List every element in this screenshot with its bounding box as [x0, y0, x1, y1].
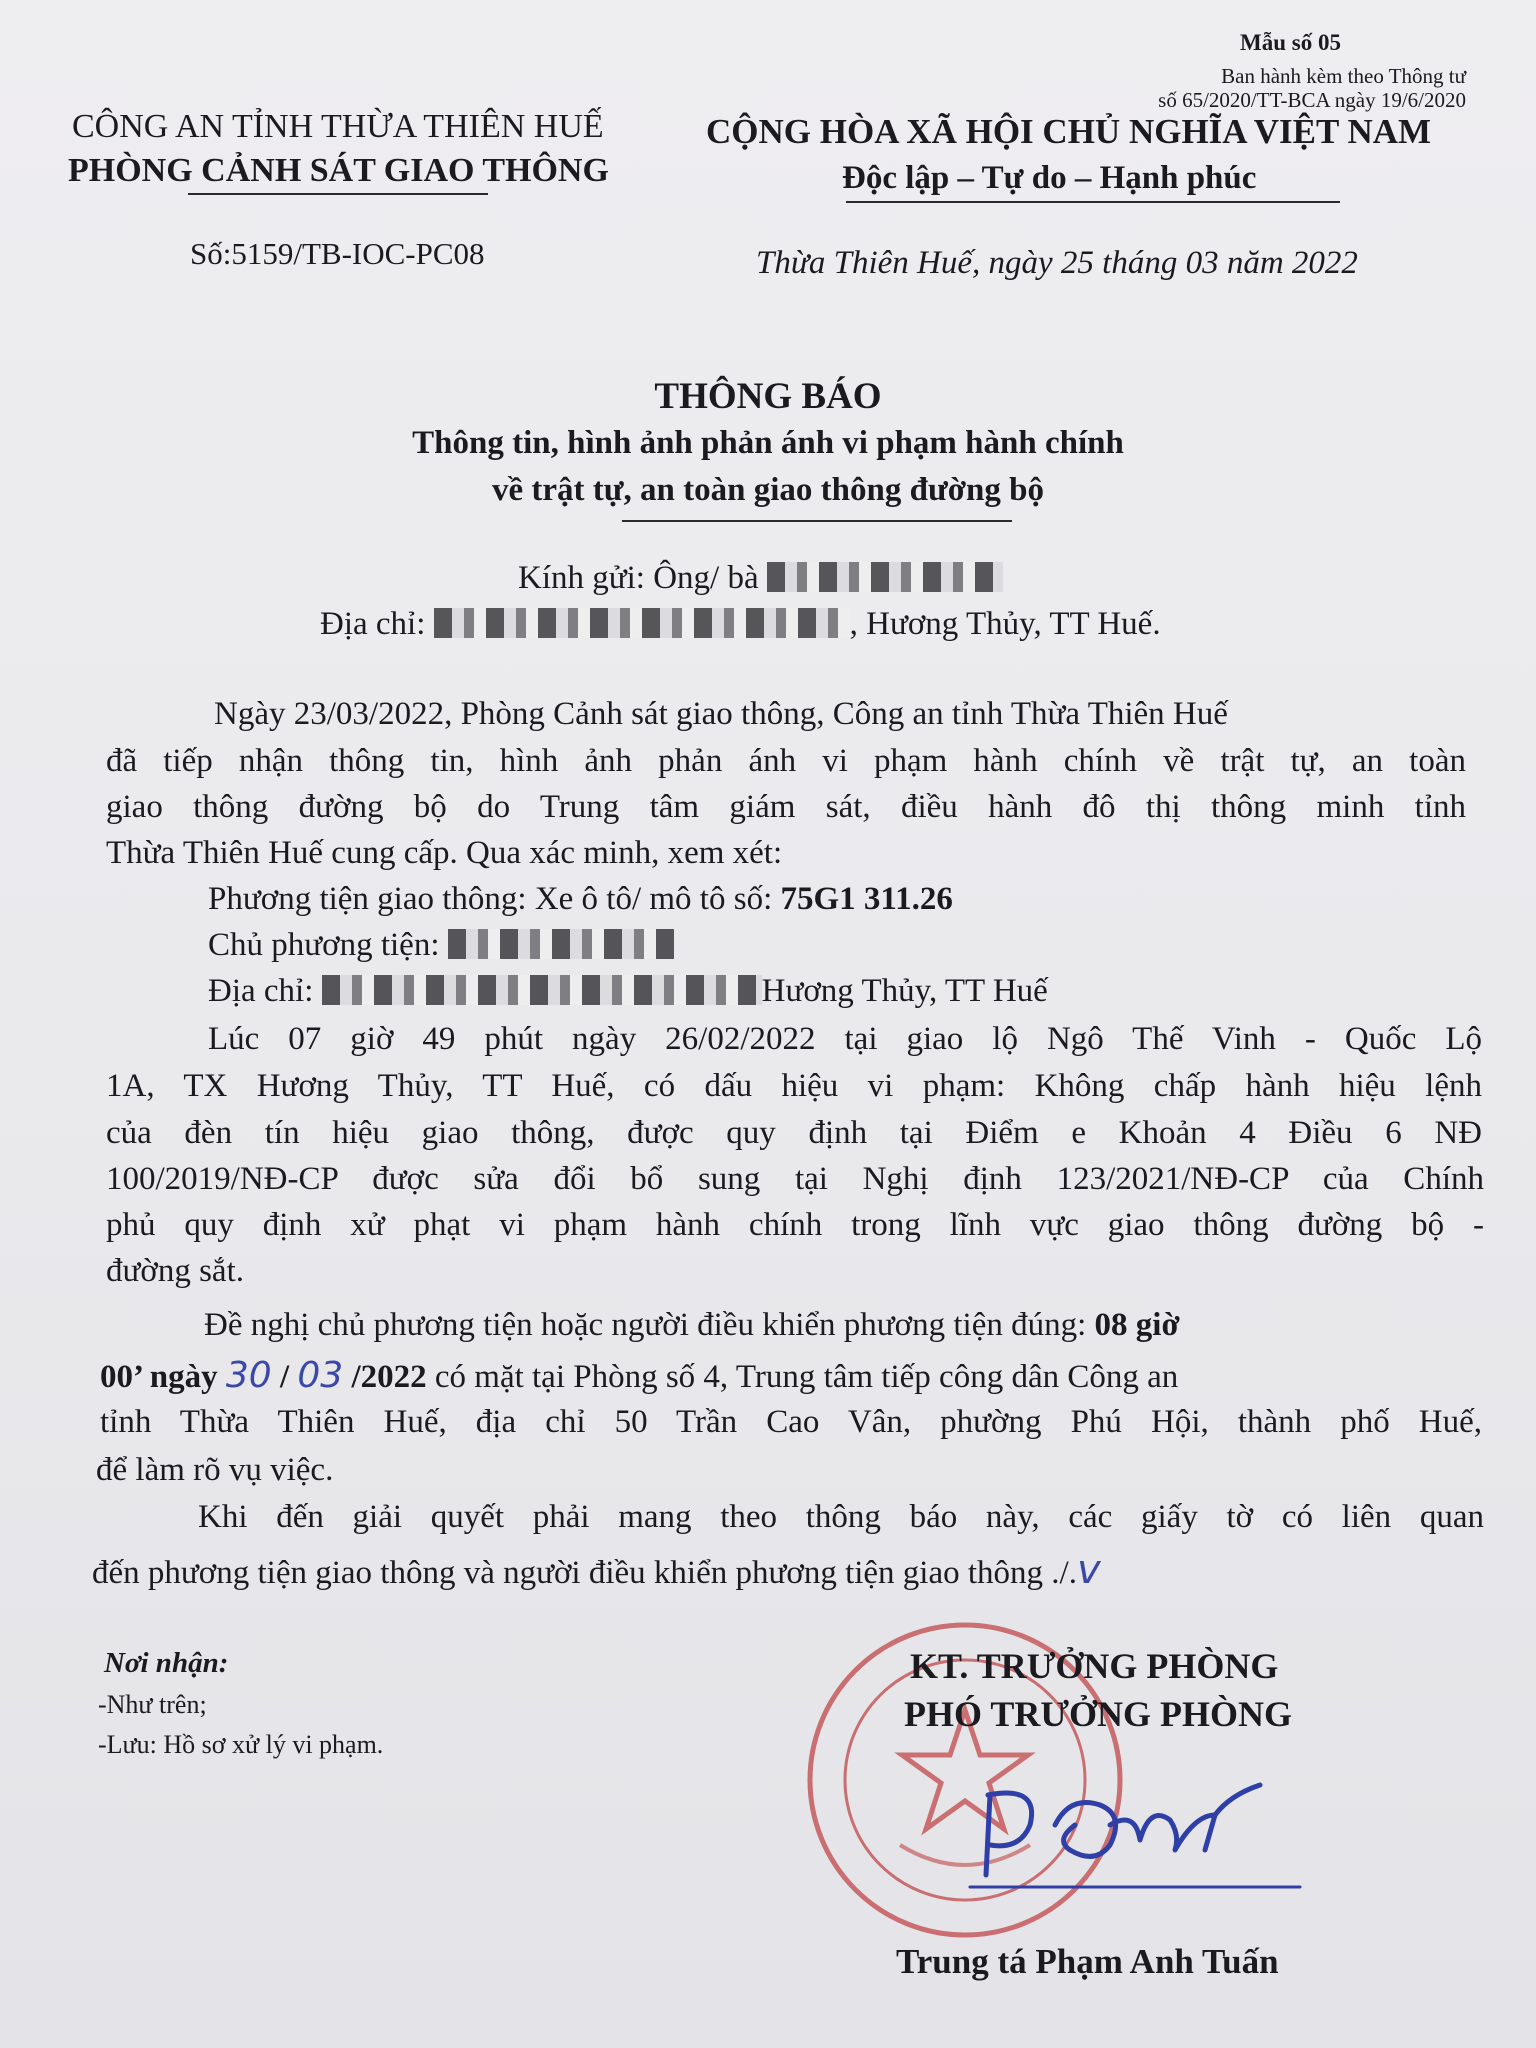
owner-label: Chủ phương tiện:	[208, 927, 440, 963]
addressee-address-label: Địa chỉ:	[320, 606, 426, 642]
form-number: Mẫu số 05	[1240, 30, 1341, 55]
body-p2-line5: phủ quy định xử phạt vi phạm hành chính trong lĩnh vực giao thông đường bộ -	[106, 1207, 1484, 1243]
redacted-address	[434, 608, 850, 638]
signature-title-1: KT. TRƯỞNG PHÒNG	[910, 1646, 1279, 1686]
body-p2-line3: của đèn tín hiệu giao thông, được quy định tại Điểm e Khoản 4 Điều 6 NĐ	[106, 1115, 1482, 1151]
body-p4-line2	[92, 1547, 1101, 1593]
recipient-item: -Như trên;	[98, 1690, 207, 1719]
addressee-line	[518, 560, 1003, 597]
addressee-greeting: Kính gửi: Ông/ bà	[518, 560, 759, 596]
handwritten-check-mark: v	[1076, 1547, 1101, 1593]
department-underline	[188, 193, 488, 195]
redacted-owner-address	[322, 975, 762, 1005]
national-title: CỘNG HÒA XÃ HỘI CHỦ NGHĨA VIỆT NAM	[706, 112, 1432, 151]
body-p1-line2: đã tiếp nhận thông tin, hình ảnh phản ánh vi phạm hành chính về trật tự, an toàn	[106, 743, 1466, 779]
vehicle-line	[208, 881, 953, 918]
form-note-line1: Ban hành kèm theo Thông tư	[1221, 64, 1466, 88]
redacted-owner	[448, 929, 674, 959]
form-note-line2: số 65/2020/TT-BCA ngày 19/6/2020	[1158, 88, 1466, 112]
body-p2-line4: 100/2019/NĐ-CP được sửa đổi bổ sung tại Nghị định 123/2021/NĐ-CP của Chính	[106, 1161, 1484, 1197]
appointment-minute: 00’ ngày	[100, 1359, 226, 1395]
body-p3-line4: để làm rõ vụ việc.	[96, 1452, 334, 1488]
document-subtitle-1: Thông tin, hình ảnh phản ánh vi phạm hành chính	[412, 425, 1124, 461]
handwritten-signature	[960, 1755, 1320, 1895]
appointment-year: /2022	[343, 1359, 427, 1395]
body-p3-line2	[100, 1355, 1178, 1396]
handwritten-day: 30	[225, 1355, 272, 1396]
body-p3-line2-text: có mặt tại Phòng số 4, Trung tâm tiếp công dân Công an	[426, 1359, 1179, 1395]
addressee-address-tail: , Hương Thủy, TT Huế.	[849, 606, 1161, 642]
vehicle-plate: 75G1 311.26	[780, 881, 953, 917]
document-title: THÔNG BÁO	[654, 376, 882, 417]
owner-address-line	[208, 973, 1048, 1010]
document-number: Số:5159/TB-IOC-PC08	[190, 236, 485, 271]
owner-address-label: Địa chỉ:	[208, 973, 314, 1009]
recipient-item: -Lưu: Hồ sơ xử lý vi phạm.	[98, 1730, 384, 1759]
title-underline	[622, 520, 1012, 522]
addressee-address-line	[320, 606, 1161, 643]
body-p1-line1: Ngày 23/03/2022, Phòng Cảnh sát giao thông, Công an tỉnh Thừa Thiên Huế	[214, 696, 1228, 732]
signer-name: Trung tá Phạm Anh Tuấn	[896, 1942, 1279, 1981]
body-p1-line4: Thừa Thiên Huế cung cấp. Qua xác minh, xem xét:	[106, 835, 783, 871]
vehicle-label: Phương tiện giao thông: Xe ô tô/ mô tô số:	[208, 881, 781, 917]
place-and-date: Thừa Thiên Huế, ngày 25 tháng 03 năm 2022	[756, 245, 1358, 281]
motto-underline	[846, 201, 1340, 203]
issuing-department: PHÒNG CẢNH SÁT GIAO THÔNG	[68, 152, 609, 189]
handwritten-month: 03	[297, 1355, 344, 1396]
body-p4-line2-text: đến phương tiện giao thông và người điều khiển phương tiện giao thông ./.	[92, 1555, 1077, 1591]
document-subtitle-2: về trật tự, an toàn giao thông đường bộ	[491, 472, 1044, 508]
body-p2-line2: 1A, TX Hương Thủy, TT Huế, có dấu hiệu vi phạm: Không chấp hành hiệu lệnh	[106, 1068, 1482, 1104]
owner-line	[208, 927, 674, 964]
issuing-authority: CÔNG AN TỈNH THỪA THIÊN HUẾ	[72, 108, 604, 145]
body-p1-line3: giao thông đường bộ do Trung tâm giám sát, điều hành đô thị thông minh tỉnh	[106, 789, 1466, 825]
body-p4-line1: Khi đến giải quyết phải mang theo thông báo này, các giấy tờ có liên quan	[198, 1499, 1484, 1535]
body-p3-line3: tỉnh Thừa Thiên Huế, địa chỉ 50 Trần Cao Vân, phường Phú Hội, thành phố Huế,	[100, 1404, 1482, 1440]
date-separator: /	[271, 1359, 298, 1395]
owner-address-tail: Hương Thủy, TT Huế	[761, 973, 1048, 1009]
appointment-hour: 08 giờ	[1094, 1307, 1180, 1343]
signature-title-2: PHÓ TRƯỞNG PHÒNG	[904, 1694, 1293, 1734]
redacted-name	[767, 562, 1003, 592]
body-p2-line1: Lúc 07 giờ 49 phút ngày 26/02/2022 tại giao lộ Ngô Thế Vinh - Quốc Lộ	[208, 1021, 1482, 1057]
recipients-heading: Nơi nhận:	[104, 1647, 229, 1679]
body-p3-line1	[204, 1307, 1180, 1344]
national-motto: Độc lập – Tự do – Hạnh phúc	[842, 160, 1257, 196]
body-p3-line1-text: Đề nghị chủ phương tiện hoặc người điều khiển phương tiện đúng:	[204, 1307, 1095, 1343]
body-p2-line6: đường sắt.	[106, 1253, 244, 1289]
